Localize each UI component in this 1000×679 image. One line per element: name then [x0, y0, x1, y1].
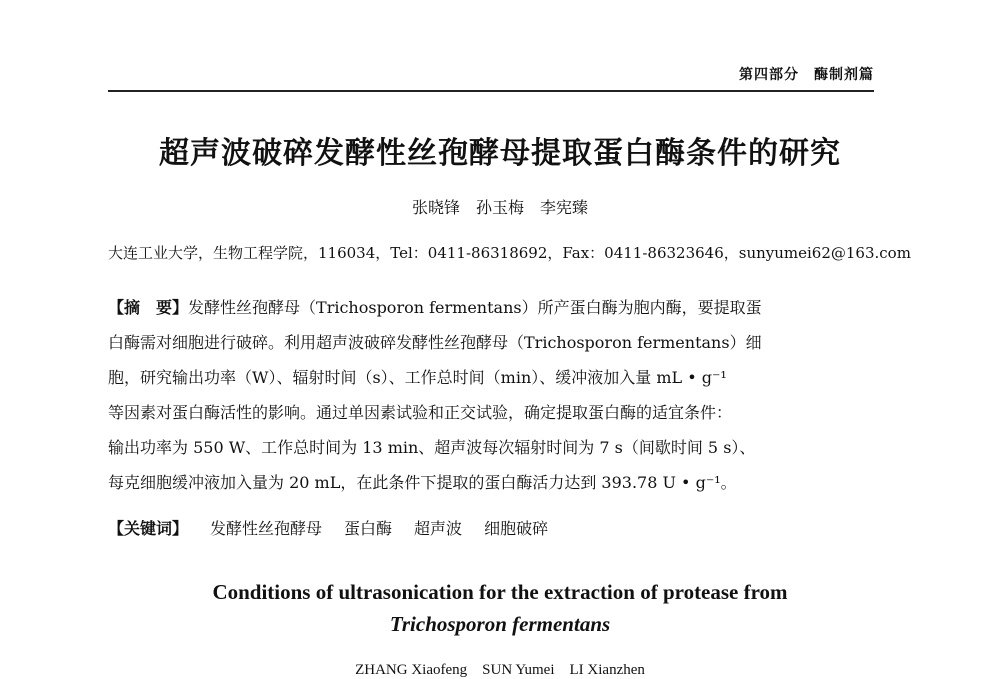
paper-title: 超声波破碎发酵性丝孢酵母提取蛋白酶条件的研究 — [159, 136, 841, 171]
abstract-line-4: 等因素对蛋白酶活性的影响。通过单因素试验和正交试验，确定提取蛋白酶的适宜条件： — [108, 403, 733, 422]
keywords-label: 【关键词】 — [108, 519, 189, 538]
keyword-item: 超声波 — [414, 519, 463, 538]
affiliation: 大连工业大学，生物工程学院，116034，Tel：0411-86318692，Fax：0411-86323646，sunyumei62@163.com — [108, 244, 911, 262]
english-title — [0, 576, 1000, 640]
abstract-line-3: 胞，研究输出功率（W）、辐射时间（s）、工作总时间（min）、缓冲液加入量 mL • g⁻¹ — [108, 368, 727, 387]
keywords — [108, 516, 874, 539]
keyword-item: 细胞破碎 — [484, 519, 549, 538]
abstract — [108, 290, 874, 500]
section-header: 第四部分 酶制剂篇 — [739, 67, 874, 83]
abstract-line-2: 白酶需对细胞进行破碎。利用超声波破碎发酵性丝孢酵母（Trichosporon fermentans）细 — [108, 333, 762, 352]
keyword-item: 发酵性丝孢酵母 — [210, 519, 323, 538]
keyword-item: 蛋白酶 — [344, 519, 393, 538]
abstract-label: 【摘 要】 — [108, 298, 189, 317]
english-title-line-2: Trichosporon fermentans — [389, 612, 611, 636]
abstract-line-1: 【摘 要】发酵性丝孢酵母（Trichosporon fermentans）所产蛋白酶为胞内酶，要提取蛋 — [108, 298, 762, 317]
authors: 张晓锋 孙玉梅 李宪臻 — [411, 198, 588, 217]
english-authors: ZHANG Xiaofeng SUN Yumei LI Xianzhen — [355, 662, 645, 678]
header-rule — [108, 90, 874, 92]
abstract-line-6: 每克细胞缓冲液加入量为 20 mL，在此条件下提取的蛋白酶活力达到 393.78 U • g⁻¹。 — [108, 473, 737, 492]
english-title-line-1: Conditions of ultrasonication for the extraction of protease from — [212, 580, 788, 604]
abstract-line-5: 输出功率为 550 W、工作总时间为 13 min、超声波每次辐射时间为 7 s（间歇时间 5 s）、 — [108, 438, 756, 457]
